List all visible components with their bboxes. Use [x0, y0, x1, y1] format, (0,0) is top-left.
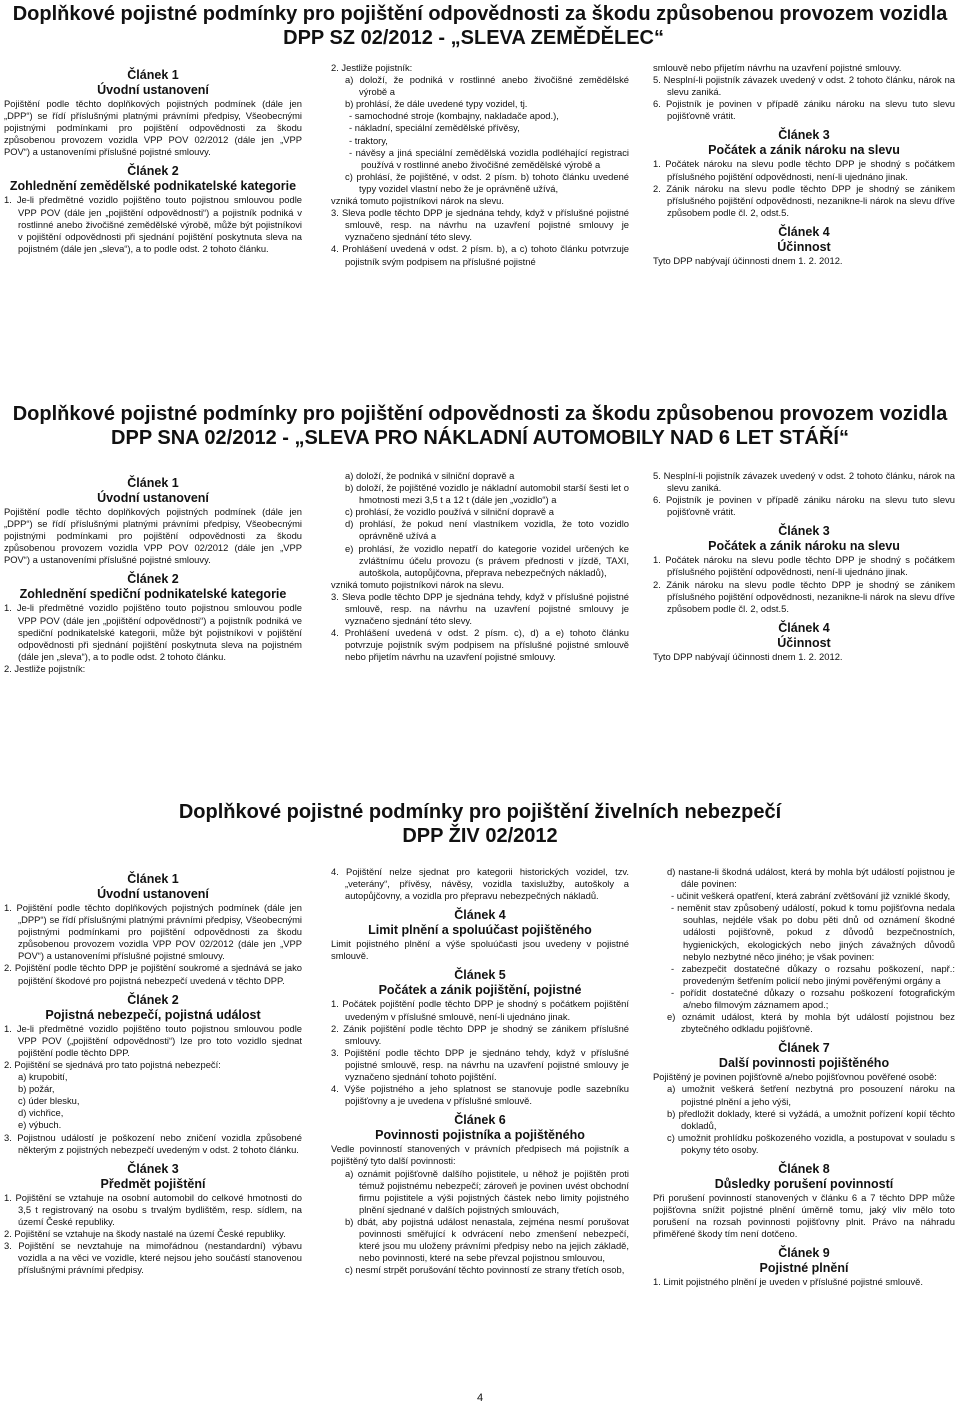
article-heading: Článek 1 [127, 68, 179, 82]
article-heading: Počátek a zánik pojištění, pojistné [378, 983, 582, 998]
page-number: 4 [476, 1392, 484, 1404]
article-heading: Článek 2 [127, 992, 179, 1007]
article-heading: Úvodní ustanovení [97, 887, 209, 901]
article-heading: Účinnost [777, 635, 831, 650]
lettered-item: c) úder blesku, [18, 1095, 80, 1107]
article-heading: Účinnost [777, 239, 831, 254]
lettered-item: d) nastane-li škodná událost, která by mohla být událostí pojistnou je dále povinen: [667, 866, 955, 890]
numbered-paragraph: 2. Jestliže pojistník: [331, 62, 413, 73]
article-heading: Článek 1 [127, 476, 179, 490]
article-heading: Článek 5 [454, 968, 506, 983]
column-2 [331, 470, 629, 664]
article-heading: Zohlednění spediční podnikatelské kategorie [19, 587, 287, 602]
dash-item: - návěsy a jiná speciální zemědělská vozidla podléhající registraci používá v rostlinné anebo živočišné zemědělské výrobě a [349, 146, 629, 170]
section-dpp-sz [0, 2, 960, 50]
lettered-item: c) prohlásí, že pojištěné, v odst. 2 písm. b) tohoto článku uvedené typy vozidel vlastní nebo že je oprávněně užívá, [345, 170, 629, 194]
column-3 [653, 470, 955, 663]
article-heading: Článek 6 [454, 1113, 506, 1128]
section-title: Doplňkové pojistné podmínky pro pojištění živelních nebezpečí [178, 801, 782, 823]
numbered-paragraph: 5. Nesplní-li pojistník závazek uvedený v odst. 2 tohoto článku, nárok na slevu zaniká. [653, 470, 955, 494]
article-heading: Pojistná nebezpečí, pojistná událost [45, 1007, 261, 1022]
article-heading: Článek 1 [127, 872, 179, 886]
numbered-paragraph: 1. Počátek nároku na slevu podle těchto DPP je shodný s počátkem příslušného pojištění odpovědnosti, není-li ujednáno jinak. [653, 158, 955, 182]
article-heading: Další povinnosti pojištěného [718, 1056, 890, 1071]
numbered-paragraph: 1. Počátek nároku na slevu podle těchto DPP je shodný s počátkem příslušného pojištění odpovědnosti, není-li ujednáno jinak. [653, 554, 955, 578]
column-1 [4, 866, 302, 1276]
numbered-paragraph: 2. Jestliže pojistník: [4, 662, 86, 674]
lettered-item: e) oznámit událost, která by mohla být událostí pojistnou bez zbytečného odkladu pojišťovně. [667, 1011, 955, 1035]
section-title: Doplňkové pojistné podmínky pro pojištění odpovědnosti za škodu způsobenou provozem vozidla [12, 3, 948, 25]
numbered-paragraph: 1. Je-li předmětné vozidlo pojištěno touto pojistnou smlouvou podle VPP POV (dále jen „pojištění odpovědnosti“) a pojistník podniká v rostlinné anebo živočišné zemědělské výrobě, může být pojistníkovi v pojištění odpovědnosti při sjednání pojištění poskytnuta sleva na pojistném (dále jen „sleva“), a to podle odst. 2 tohoto článku. [4, 194, 302, 254]
lettered-item: b) předložit doklady, které si vyžádá, a umožnit pořízení kopií těchto dokladů, [667, 1107, 955, 1131]
article-heading: Článek 2 [127, 572, 179, 587]
numbered-paragraph: 2. Zánik nároku na slevu podle těchto DPP je shodný se zánikem příslušného pojištění odpovědnosti, nezanikne-li nárok na slevu dříve způsobem podle čl. 2, odst.5. [653, 182, 955, 218]
lettered-item: c) prohlásí, že vozidlo používá v silniční dopravě a [345, 506, 554, 518]
lettered-item: b) dbát, aby pojistná událost nenastala, zejména nesmí porušovat povinnosti směřující k odvrácení nebo zmenšení nebezpečí, které jsou mu uloženy právními předpisy nebo na jejich základě, nebo povinnosti, které na sebe převzal pojistnou smlouvou, [345, 1215, 629, 1264]
paragraph: Při porušení povinností stanovených v článku 6 a 7 těchto DPP může pojišťovna snížit pojistné plnění úměrně tomu, jaký vliv mělo toto porušení na rozsah povinnosti pojišťovny plnit. Právo na náhradu přiměřené škody tím není dotčeno. [653, 1191, 955, 1240]
section-dpp-ziv [0, 800, 960, 848]
section-subtitle: DPP ŽIV 02/2012 [402, 825, 558, 847]
dash-item: - samochodné stroje (kombajny, nakladače apod.), [349, 110, 559, 122]
paragraph: Vedle povinností stanovených v právních předpisech má pojistník a pojištěný tyto další povinnosti: [331, 1143, 629, 1167]
numbered-paragraph: 3. Sleva podle těchto DPP je sjednána tehdy, když v příslušné pojistné smlouvě, resp. na návrhu na uzavření pojistné smlouvy je vyznačeno sjednání této slevy. [331, 207, 629, 243]
lettered-item: b) požár, [18, 1083, 55, 1095]
dash-item: - zabezpečit dostatečné důkazy o rozsahu poškození, např.: provedeným šetřením policií nebo jinými pověřenými orgány a [671, 962, 955, 986]
numbered-paragraph: 1. Je-li předmětné vozidlo pojištěno touto pojistnou smlouvou podle VPP POV (dále jen „pojištění odpovědnosti“) a pojistník podniká ve spediční podnikatelské kategorii, může být pojistníkovi v pojištění odpovědnosti při sjednání pojištění poskytnuta sleva na pojistném (dále jen „sleva“), a to podle odst. 2 tohoto článku. [4, 602, 302, 662]
paragraph: Pojištěný je povinen pojišťovně a/nebo pojišťovnou pověřené osobě: [653, 1071, 937, 1083]
article-heading: Důsledky porušení povinností [714, 1176, 894, 1191]
dash-item: - nákladní, speciální zemědělské přívěsy, [349, 122, 520, 134]
numbered-paragraph: 6. Pojistník je povinen v případě zániku nároku na slevu tuto slevu pojišťovně vrátit. [653, 98, 955, 122]
numbered-paragraph: 4. Prohlášení uvedená v odst. 2 písm. b), a c) tohoto článku potvrzuje pojistník svým podpisem na příslušné pojistné [331, 243, 629, 267]
article-heading: Limit plnění a spoluúčast pojištěného [368, 923, 592, 938]
numbered-paragraph: 2. Pojištění podle těchto DPP je pojištění soukromé a sjednává se jako pojištění škodové pro pojistná nebezpečí uvedená v těchto DPP. [4, 962, 302, 986]
section-dpp-sna [0, 402, 960, 450]
paragraph: Pojištění podle těchto doplňkových pojistných podmínek (dále jen „DPP“) se řídí příslušnými platnými právními předpisy, Všeobecnými pojistnými podmínkami pro pojištění odpovědnosti za škodu způsobenou provozem vozidla VPP POV 02/2012 (dále jen „VPP POV“) a ustanoveními příslušné pojistné smlouvy. [4, 506, 302, 566]
lettered-item: a) umožnit veškerá šetření nezbytná pro posouzení nároku na pojistné plnění a jeho výši, [667, 1083, 955, 1107]
numbered-paragraph: 2. Zánik pojištění podle těchto DPP je shodný se zánikem příslušné smlouvy. [331, 1022, 629, 1046]
numbered-paragraph: 4. Prohlášení uvedená v odst. 2 písm. c), d) a e) tohoto článku potvrzuje pojistník svým podpisem na příslušné pojistné smlouvě nebo přijetím návrhu na uzavření pojistné smlouvy. [331, 627, 629, 663]
numbered-paragraph: 2. Zánik nároku na slevu podle těchto DPP je shodný se zánikem příslušného pojištění odpovědnosti, nezanikne-li nárok na slevu dříve způsobem podle čl. 2, odst.5. [653, 578, 955, 614]
lettered-item: e) výbuch. [18, 1119, 62, 1131]
article-heading: Článek 4 [454, 908, 506, 923]
article-heading: Úvodní ustanovení [97, 491, 209, 505]
numbered-paragraph: 3. Pojistnou událostí je poškození nebo zničení vozidla způsobené některým z pojistných nebezpečí uvedeným v odst. 2 tohoto článku. [4, 1131, 302, 1155]
article-heading: Předmět pojištění [100, 1176, 206, 1191]
column-1 [4, 470, 302, 675]
article-heading: Článek 3 [778, 128, 830, 143]
numbered-paragraph: 3. Pojištění se nevztahuje na mimořádnou (nestandardní) výbavu vozidla a na věci ve vozidle, které nejsou jeho součástí stanovenou příslušnými právními předpisy. [4, 1240, 302, 1276]
article-heading: Článek 2 [127, 164, 179, 179]
article-heading: Úvodní ustanovení [97, 83, 209, 97]
article-heading: Počátek a zánik nároku na slevu [708, 143, 900, 158]
lettered-item: c) nesmí strpět porušování těchto povinností ze strany třetích osob, [345, 1264, 625, 1276]
article-heading: Počátek a zánik nároku na slevu [708, 539, 900, 554]
paragraph: vzniká tomuto pojistníkovi nárok na slevu. [331, 578, 505, 590]
column-3 [653, 62, 955, 267]
numbered-paragraph: 4. Pojištění nelze sjednat pro kategorii historických vozidel, tzv. „veterány“, přívěsy, návěsy, vozidla taxislužby, autoškoly a autopůjčovny, a vozidla pro přepravu nebezpečných nákladů. [331, 866, 629, 902]
article-heading: Povinnosti pojistníka a pojištěného [375, 1128, 585, 1143]
article-heading: Článek 7 [778, 1041, 830, 1056]
lettered-item: a) doloží, že podniká v rostlinné anebo živočišné zemědělské výrobě a [345, 74, 629, 98]
article-heading: Zohlednění zemědělské podnikatelské kategorie [9, 179, 297, 194]
lettered-item: d) prohlásí, že pokud není vlastníkem vozidla, že toto vozidlo oprávněně užívá a [345, 518, 629, 542]
lettered-item: c) umožnit prohlídku poškozeného vozidla, a postupovat v souladu s pokyny této osoby. [667, 1131, 955, 1155]
column-1 [4, 62, 302, 255]
lettered-item: b) prohlásí, že dále uvedené typy vozidel, tj. [345, 98, 528, 110]
paragraph: Pojištění podle těchto doplňkových pojistných podmínek (dále jen „DPP“) se řídí příslušnými platnými právními předpisy, Všeobecnými pojistnými podmínkami pro pojištění odpovědnosti za škodu způsobenou provozem vozidla VPP POV 02/2012 (dále jen „VPP POV“) a ustanoveními příslušné pojistné smlouvy. [4, 98, 302, 158]
article-heading: Článek 3 [778, 524, 830, 539]
numbered-paragraph: 1. Je-li předmětné vozidlo pojištěno touto pojistnou smlouvou podle VPP POV („pojištění odpovědnosti“) lze pro toto vozidlo sjednat pojištění podle těchto DPP. [4, 1022, 302, 1058]
lettered-item: a) doloží, že podniká v silniční dopravě a [345, 470, 515, 481]
article-heading: Článek 9 [778, 1246, 830, 1261]
section-subtitle: DPP SNA 02/2012 - „SLEVA PRO NÁKLADNÍ AUTOMOBILY NAD 6 LET STÁŘÍ“ [111, 427, 849, 449]
dash-item: - traktory, [349, 134, 388, 146]
numbered-paragraph: 3. Pojištění podle těchto DPP je sjednáno tehdy, když v příslušné pojistné smlouvě, resp. na návrhu na uzavření pojistné smlouvy je vyznačeno sjednání tohoto pojištění. [331, 1046, 629, 1083]
paragraph: Limit pojistného plnění a výše spoluúčasti jsou uvedeny v pojistné smlouvě. [331, 938, 629, 962]
numbered-paragraph: 2. Pojištění se sjednává pro tato pojistná nebezpečí: [4, 1058, 221, 1070]
numbered-paragraph: 3. Sleva podle těchto DPP je sjednána tehdy, když v příslušné pojistné smlouvě, resp. na návrhu na uzavření pojistné smlouvy je vyznačeno sjednání této slevy. [331, 590, 629, 627]
paragraph: Tyto DPP nabývají účinnosti dnem 1. 2. 2012. [653, 650, 843, 662]
numbered-paragraph: 1. Počátek pojištění podle těchto DPP je shodný s počátkem pojištění uvedeným v příslušné smlouvě, není-li ujednáno jinak. [331, 998, 629, 1022]
numbered-paragraph: 6. Pojistník je povinen v případě zániku nároku na slevu tuto slevu pojišťovně vrátit. [653, 494, 955, 518]
numbered-paragraph: 4. Výše pojistného a jeho splatnost se stanovuje podle sazebníku pojišťovny a je uvedena v příslušné smlouvě. [331, 1083, 629, 1107]
numbered-paragraph: 5. Nesplní-li pojistník závazek uvedený v odst. 2 tohoto článku, nárok na slevu zaniká. [653, 74, 955, 98]
article-heading: Článek 4 [778, 620, 830, 635]
numbered-paragraph: 1. Limit pojistného plnění je uveden v příslušné pojistné smlouvě. [653, 1276, 923, 1288]
lettered-item: b) doloží, že pojištěné vozidlo je nákladní automobil starší šesti let o hmotnosti mezi 3,5 t a 12 t (dále jen „vozidlo“) a [345, 482, 629, 506]
numbered-paragraph: 1. Pojištění podle těchto doplňkových pojistných podmínek (dále jen „DPP“) se řídí příslušnými platnými právními předpisy, Všeobecnými pojistnými podmínkami pro pojištění odpovědnosti za škodu způsobenou provozem vozidla VPP POV 02/2012 (dále jen „VPP POV“) a ustanoveními příslušné pojistné smlouvy. [4, 902, 302, 962]
paragraph: smlouvě nebo přijetím návrhu na uzavření pojistné smlouvy. [653, 62, 902, 73]
article-heading: Pojistné plnění [759, 1261, 849, 1276]
lettered-item: a) krupobití, [18, 1071, 68, 1083]
column-2 [331, 62, 629, 268]
dash-item: - neměnit stav způsobený událostí, pokud k tomu pojišťovna nedala souhlas, nejdéle však po dobu pěti dnů od oznámení škodné události pojišťovně, pokud z důvodů bezpečnostních, hygienických, ekologických nebo jiných závažných důvodů nebylo nezbytné něco jiného; je však povinen: [671, 902, 955, 962]
numbered-paragraph: 1. Pojištění se vztahuje na osobní automobil do celkové hmotnosti do 3,5 t registrovaný na osobu s trvalým bydlištěm, resp. sídlem, na území České republiky. [4, 1191, 302, 1227]
section-title: Doplňkové pojistné podmínky pro pojištění odpovědnosti za škodu způsobenou provozem vozidla [12, 403, 948, 425]
column-3 [653, 866, 955, 1288]
section-subtitle: DPP SZ 02/2012 - „SLEVA ZEMĚDĚLEC“ [283, 27, 664, 49]
dash-item: - učinit veškerá opatření, která zabrání zvětšování již vzniklé škody, [671, 890, 951, 902]
lettered-item: d) vichřice, [18, 1107, 64, 1119]
lettered-item: a) oznámit pojišťovně dalšího pojistitele, u něhož je pojištěn proti témuž pojistnému nebezpečí; zároveň je povinen uvést obchodní firmu pojistitele a výši pojistných částek nebo limity pojistného plnění sjednané v dalších pojistných smlouvách, [345, 1167, 629, 1215]
dash-item: - pořídit dostatečné důkazy o rozsahu poškození fotografickým a/nebo filmovým záznamem apod.; [671, 986, 955, 1011]
paragraph: vzniká tomuto pojistníkovi nárok na slevu. [331, 195, 505, 207]
paragraph: Tyto DPP nabývají účinnosti dnem 1. 2. 2012. [653, 254, 843, 266]
article-heading: Článek 8 [778, 1161, 830, 1176]
column-2 [331, 866, 629, 1276]
article-heading: Článek 4 [778, 224, 830, 239]
numbered-paragraph: 2. Pojištění se vztahuje na škody nastalé na území České republiky. [4, 1227, 286, 1239]
article-heading: Článek 3 [127, 1161, 179, 1176]
lettered-item: e) prohlásí, že vozidlo nepatří do kategorie vozidel určených ke zvláštnímu účelu provozu (s právem přednosti v jízdě, TAXI, autoškola, autopůjčovna, přeprava nebezpečných nákladů), [345, 542, 629, 578]
